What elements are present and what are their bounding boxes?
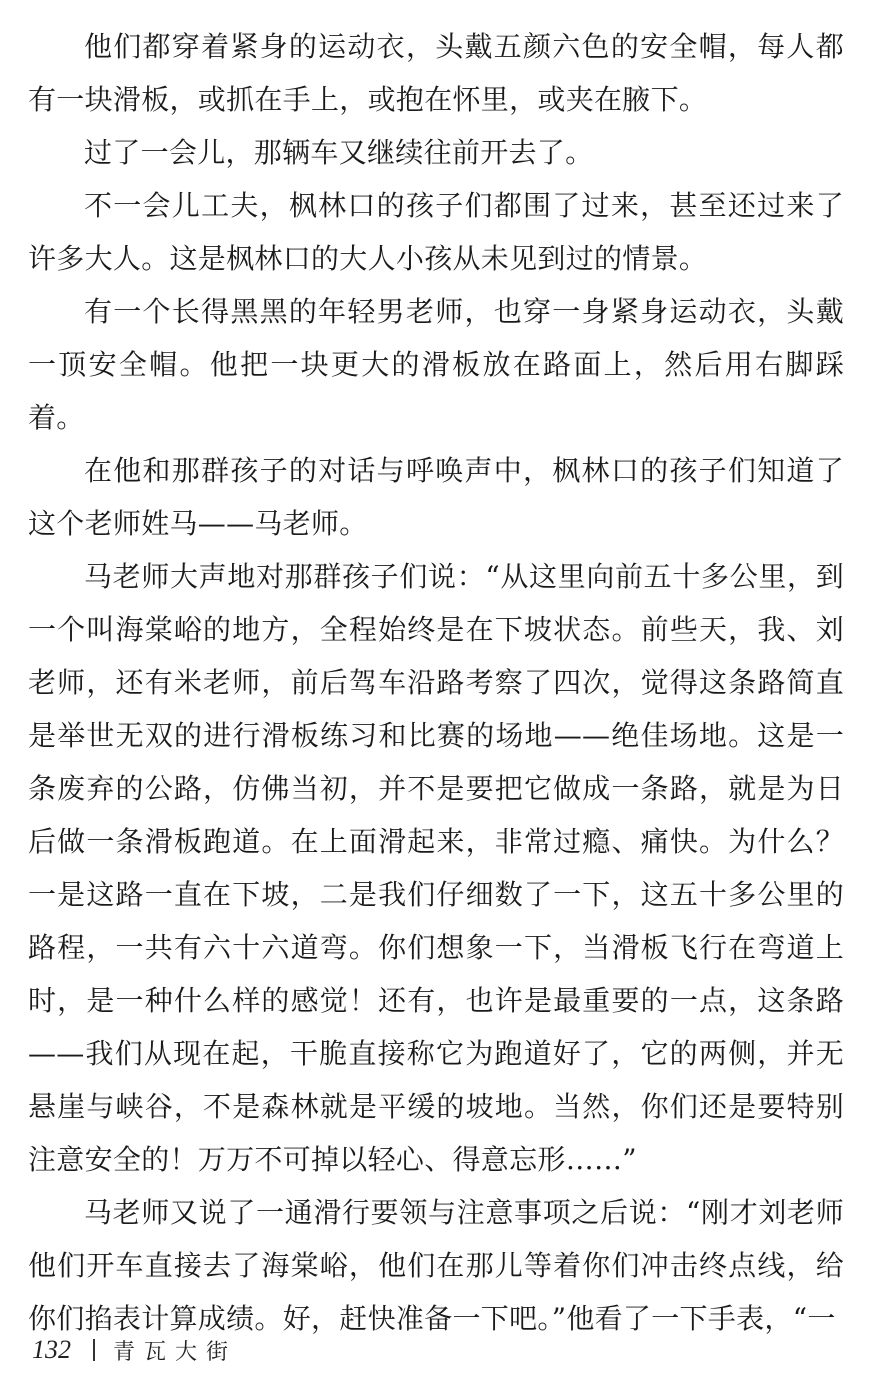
page-footer: [32, 1330, 237, 1370]
paragraph: 马老师又说了一通滑行要领与注意事项之后说：“刚才刘老师他们开车直接去了海棠峪，他们在那儿等着你们冲击终点线，给你们掐表计算成绩。好，赶快准备一下吧。”他看了一下手表，“一: [28, 1196, 844, 1335]
paragraph: 有一个长得黑黑的年轻男老师，也穿一身紧身运动衣，头戴一顶安全帽。他把一块更大的滑板放在路面上，然后用右脚踩着。: [28, 295, 844, 434]
paragraph: 过了一会儿，那辆车又继续往前开去了。: [84, 136, 594, 169]
page-number: 132: [32, 1335, 71, 1364]
paragraph: 在他和那群孩子的对话与呼唤声中，枫林口的孩子们知道了这个老师姓马——马老师。: [28, 454, 844, 540]
page-body: [28, 20, 844, 1345]
paragraph: 不一会儿工夫，枫林口的孩子们都围了过来，甚至还过来了许多大人。这是枫林口的大人小孩从未见到过的情景。: [28, 189, 844, 275]
footer-divider: [93, 1339, 95, 1361]
paragraph: 他们都穿着紧身的运动衣，头戴五颜六色的安全帽，每人都有一块滑板，或抓在手上，或抱在怀里，或夹在腋下。: [28, 30, 844, 116]
paragraph: 马老师大声地对那群孩子们说：“从这里向前五十多公里，到一个叫海棠峪的地方，全程始终是在下坡状态。前些天，我、刘老师，还有米老师，前后驾车沿路考察了四次，觉得这条路简直是举世无双的进行滑板练习和比赛的场地——绝佳场地。这是一条废弃的公路，仿佛当初，并不是要把它做成一条路，就是为日后做一条滑板跑道。在上面滑起来，非常过瘾、痛快。为什么？一是这路一直在下坡，二是我们仔细数了一下，这五十多公里的路程，一共有六十六道弯。你们想象一下，当滑板飞行在弯道上时，是一种什么样的感觉！还有，也许是最重要的一点，这条路——我们从现在起，干脆直接称它为跑道好了，它的两侧，并无悬崖与峡谷，不是森林就是平缓的坡地。当然，你们还是要特别注意安全的！万万不可掉以轻心、得意忘形……”: [28, 560, 844, 1176]
book-title: 青瓦大街: [113, 1339, 238, 1365]
